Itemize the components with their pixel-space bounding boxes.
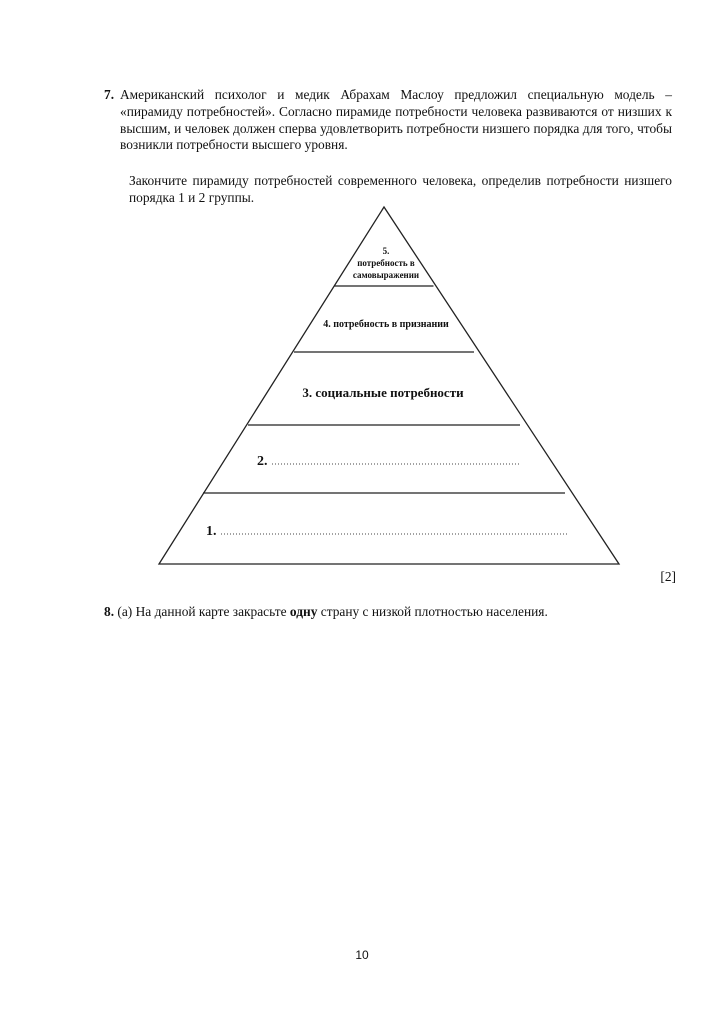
question-8-emphasis: одну — [289, 604, 318, 619]
level-3-label: 3. социальные потребности — [302, 385, 464, 400]
level-2-label: 2. — [257, 454, 268, 469]
question-8 — [104, 604, 672, 621]
question-7-marks: [2] — [660, 569, 676, 584]
question-8-part: (a) — [117, 604, 133, 619]
level-5-line1: потребность в — [357, 258, 415, 268]
question-7-number: 7. — [104, 87, 115, 102]
question-8-text-before: На данной карте закрасьте — [135, 604, 287, 619]
question-7-instruction: Закончите пирамиду потребностей современного человека, определив потребности низшего порядка 1 и 2 группы. — [129, 173, 672, 205]
question-8-text-after: страну с низкой плотностью населения. — [320, 604, 548, 619]
level-4-label: 4. потребность в признании — [323, 319, 449, 330]
level-1-label: 1. — [206, 524, 217, 539]
question-7-text: Американский психолог и медик Абрахам Маслоу предложил специальную модель – «пирамиду потребностей». Согласно пирамиде потребности человека развиваются от низших к высшим, и человек должен сперва удовлетворить потребности низшего порядка для того, чтобы возникли потребности высшего уровня. — [120, 87, 672, 153]
page-number: 10 — [355, 948, 369, 962]
question-8-number: 8. — [104, 604, 115, 619]
level-5-line2: самовыражении — [352, 270, 420, 280]
level-5-number: 5. — [382, 246, 390, 256]
